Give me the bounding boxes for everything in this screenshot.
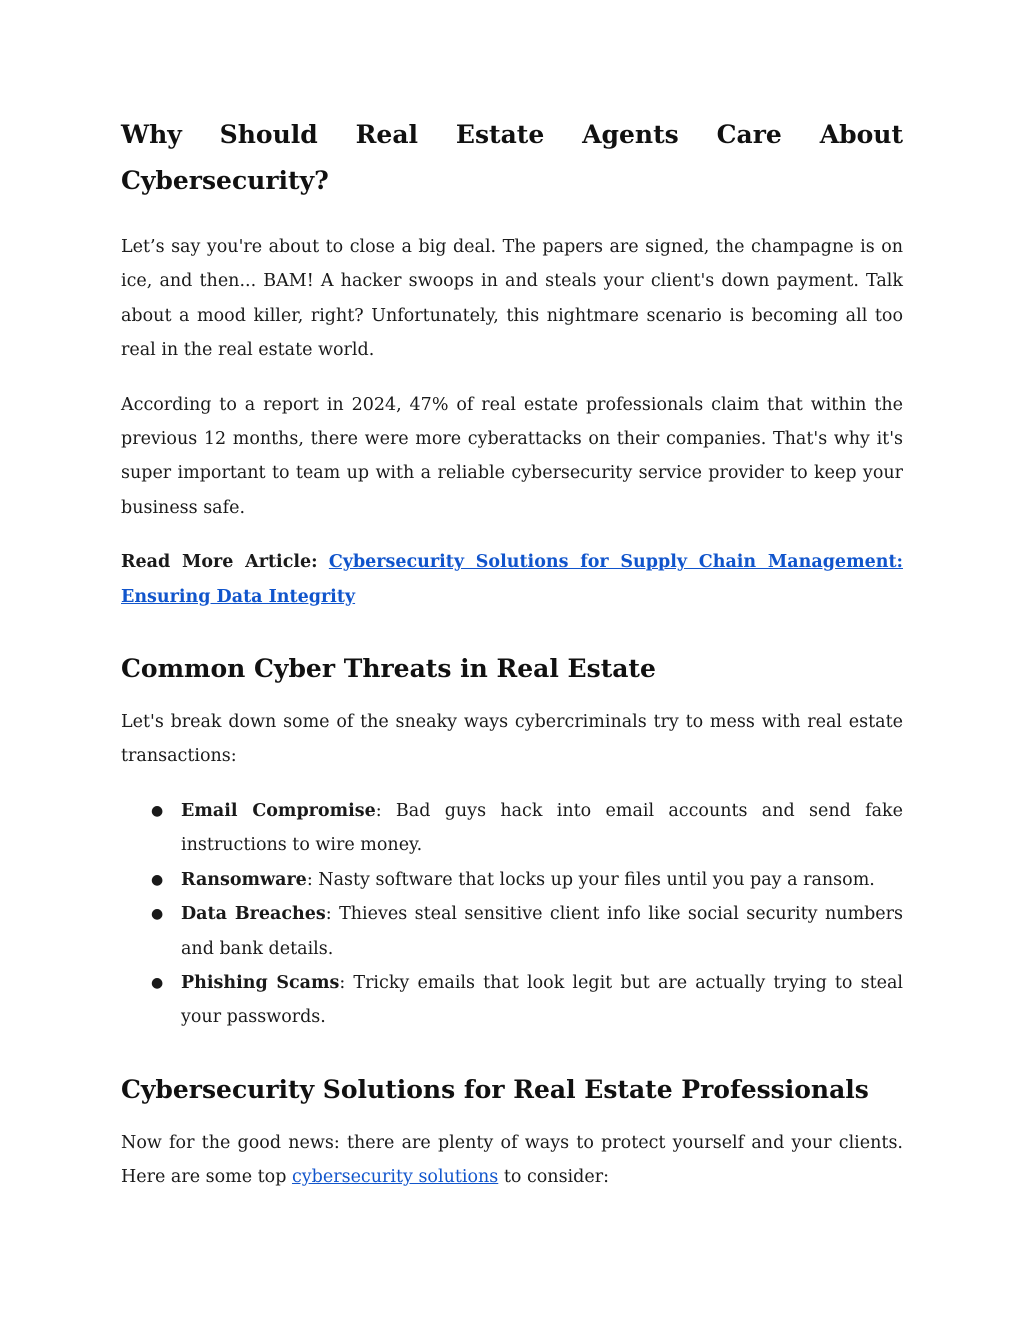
article-title-line-1: Why Should Real Estate Agents Care About	[121, 120, 903, 149]
intro-paragraph: Let’s say you're about to close a big deal. The papers are signed, the champagne is on ice, and then... BAM! A hacker swoops in and steals your client's down payment. Talk about a mood killer, right? Unfortunately, this nightmare scenario is becoming all too real in the real estate world.	[121, 237, 903, 361]
list-item-text: : Thieves steal sensitive client info like social security numbers and bank details.	[181, 904, 903, 959]
bullet-icon: ●	[151, 974, 164, 991]
report-paragraph: According to a report in 2024, 47% of real estate professionals claim that within the previous 12 months, there were more cyberattacks on their companies. That's why it's super important to team up with a reliable cybersecurity service provider to keep your business safe.	[121, 394, 903, 518]
list-item-term: Email Compromise	[181, 800, 376, 821]
article-title-line-2: Cybersecurity?	[121, 166, 329, 195]
article-title	[121, 112, 903, 204]
list-item	[121, 863, 903, 897]
list-item-text: : Nasty software that locks up your files until you pay a ransom.	[306, 869, 875, 890]
list-item-term: Ransomware	[181, 869, 307, 890]
list-item	[121, 966, 903, 1035]
bullet-icon: ●	[151, 871, 164, 888]
threats-list	[121, 794, 903, 1035]
read-more-label: Read More Article:	[121, 552, 318, 573]
bullet-icon: ●	[151, 802, 164, 819]
cybersecurity-solutions-link[interactable]: cybersecurity solutions	[291, 1167, 499, 1188]
list-item-text: : Bad guys hack into email accounts and send fake instructions to wire money.	[181, 800, 903, 856]
list-item	[121, 897, 903, 966]
solutions-intro	[121, 1126, 903, 1195]
bullet-icon: ●	[151, 906, 164, 923]
document-page	[121, 112, 903, 1195]
list-item-term: Data Breaches	[181, 904, 326, 925]
read-more-line	[121, 545, 903, 614]
solutions-heading: Cybersecurity Solutions for Real Estate Professionals	[121, 1074, 869, 1104]
read-more-link[interactable]: Cybersecurity Solutions for Supply Chain Management: Ensuring Data Integrity	[121, 552, 903, 607]
threats-heading: Common Cyber Threats in Real Estate	[121, 654, 656, 684]
list-item-term: Phishing Scams	[181, 972, 340, 993]
solutions-intro-tail: to consider:	[498, 1167, 609, 1188]
list-item-text: : Tricky emails that look legit but are actually trying to steal your passwords.	[181, 972, 903, 1028]
list-item	[121, 794, 903, 863]
threats-intro: Let's break down some of the sneaky ways cybercriminals try to mess with real estate transactions:	[121, 712, 903, 767]
solutions-intro-text: Now for the good news: there are plenty of ways to protect yourself and your clients. Here are some top	[121, 1132, 903, 1188]
